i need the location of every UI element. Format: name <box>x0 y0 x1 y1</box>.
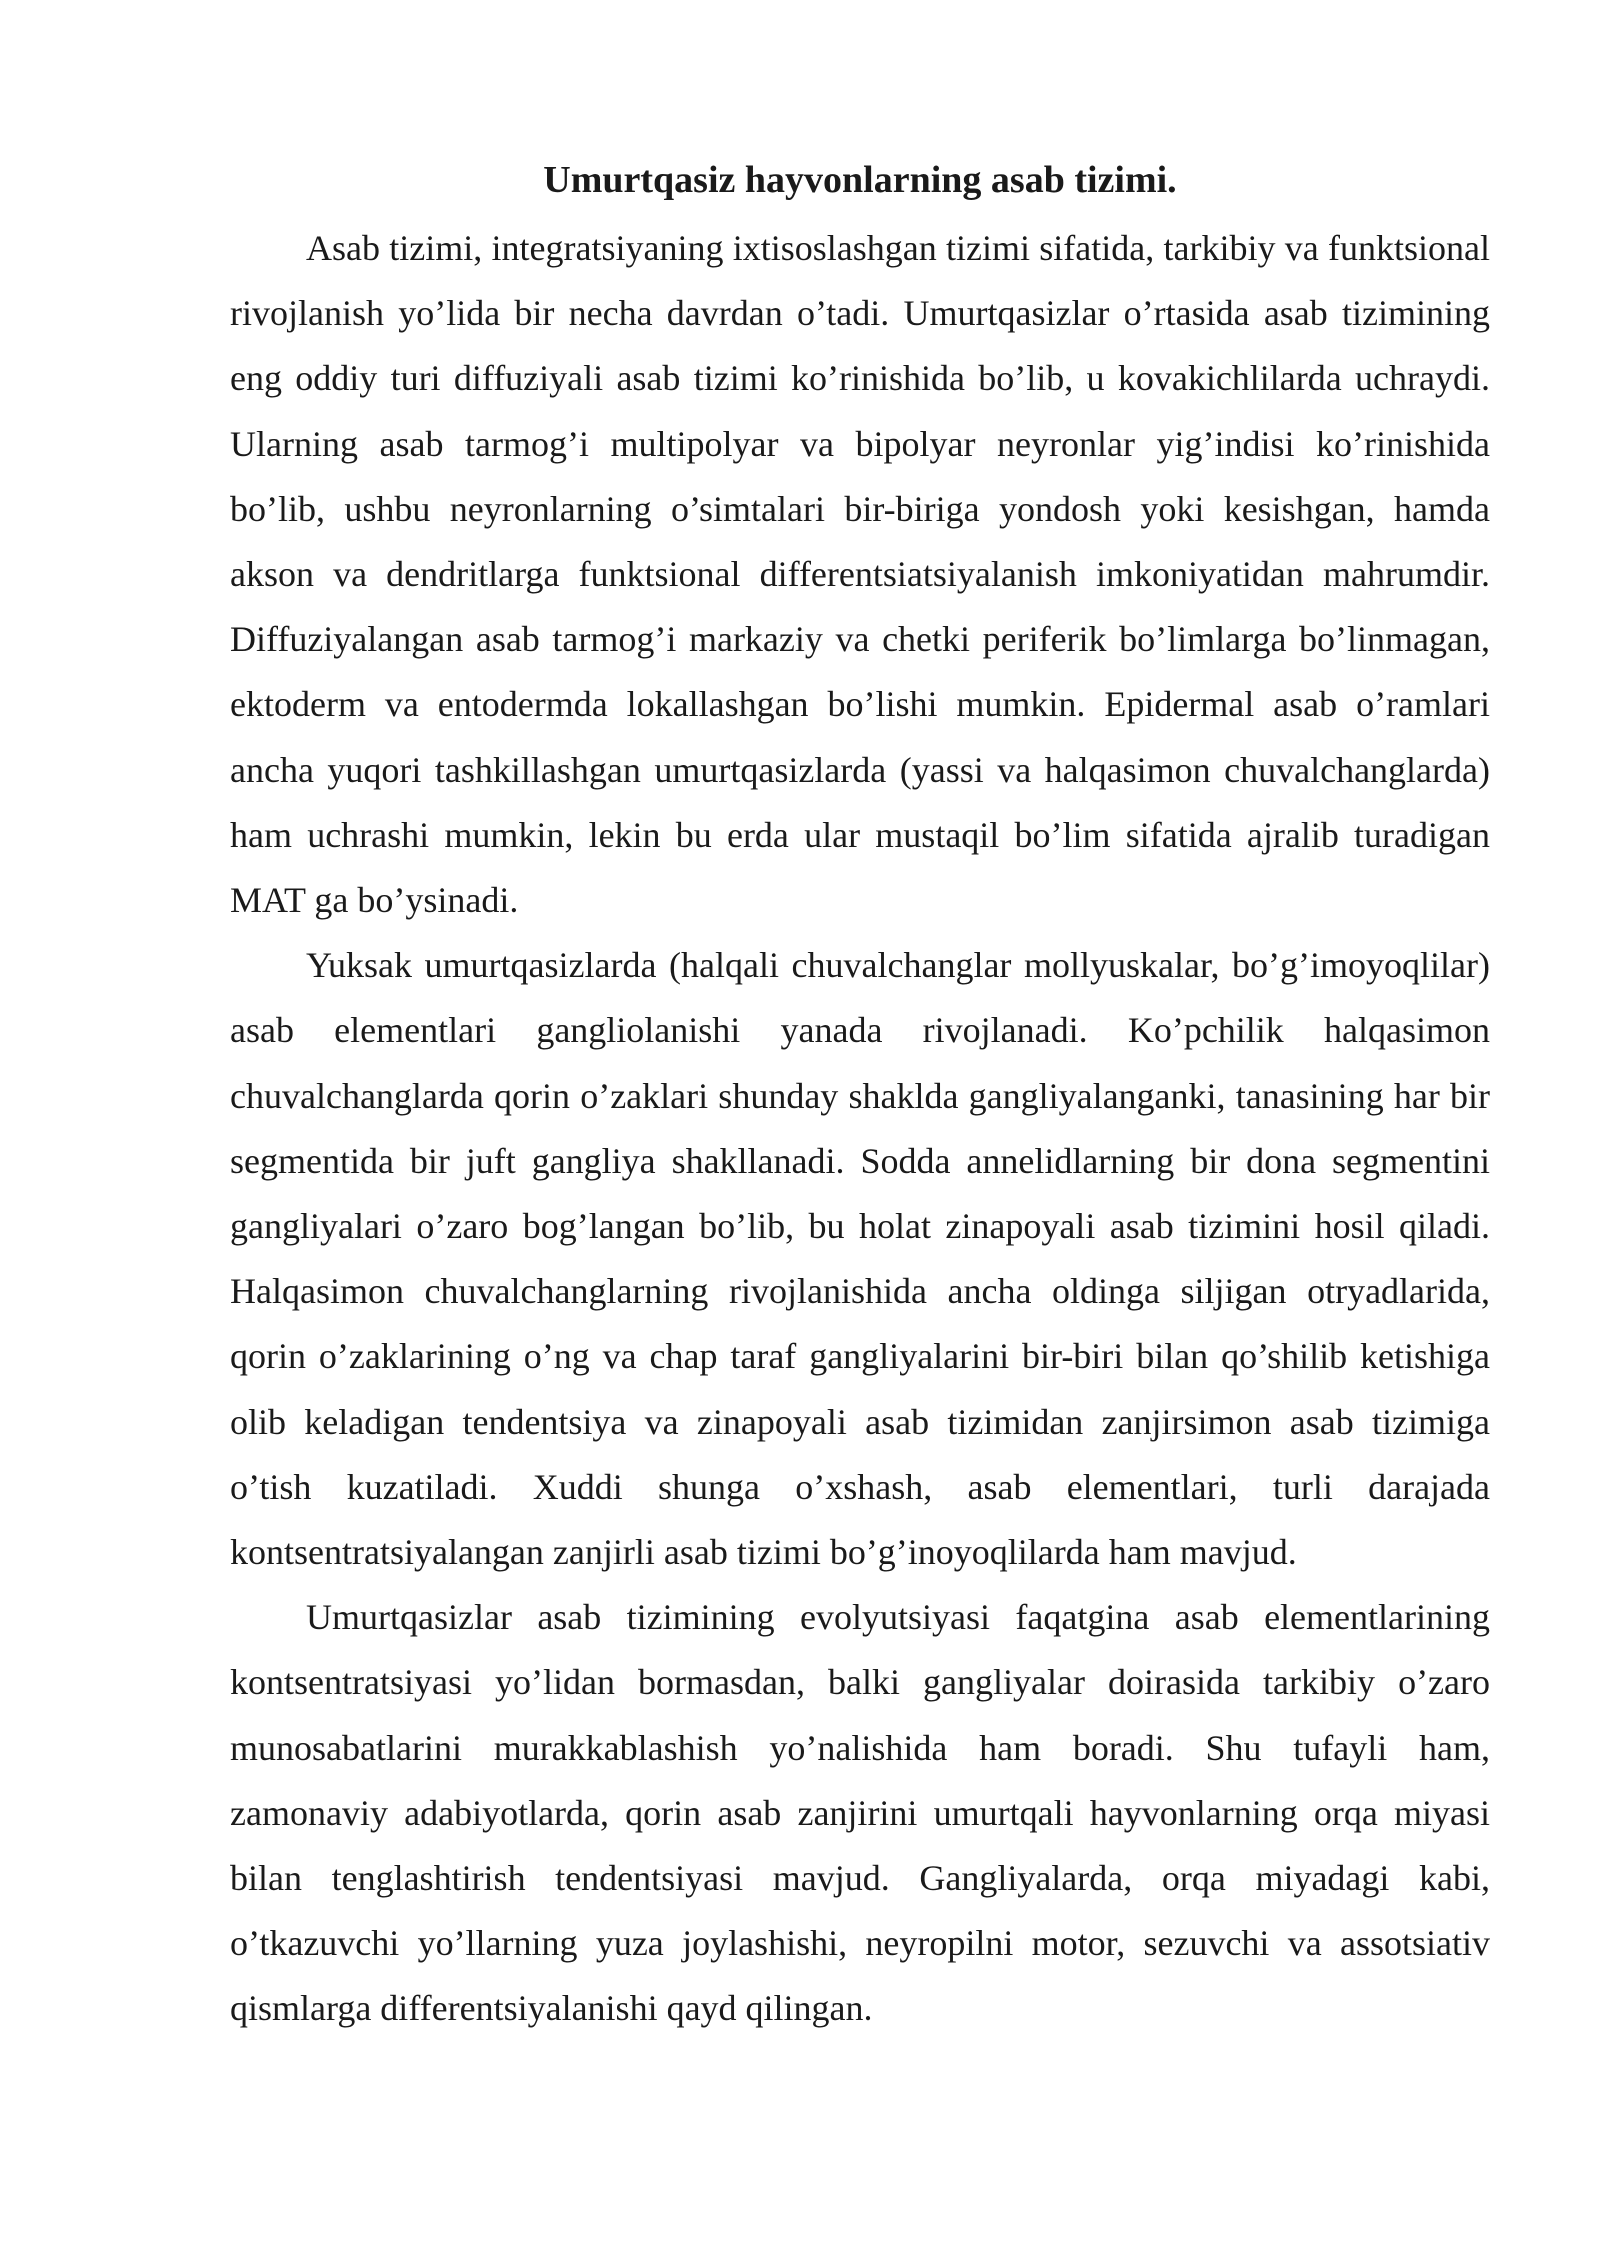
document-title: Umurtqasiz hayvonlarning asab tizimi. <box>543 159 1177 201</box>
paragraph-3: Umurtqasizlar asab tizimining evolyutsiyasi faqatgina asab elementlarining kontsentratsiyasi yo’lidan bormasdan, balki gangliyalar doirasida tarkibiy o’zaro munosabatlarini murakkablashish yo’nalishida ham boradi. Shu tufayli ham, zamonaviy adabiyotlarda, qorin asab zanjirini umurtqali hayvonlarning orqa miyasi bilan tenglashtirish tendentsiyasi mavjud. Gangliyalarda, orqa miyadagi kabi, o’tkazuvchi yo’llarning yuza joylashishi, neyropilni motor, sezuvchi va assotsiativ qismlarga differentsiyalanishi qayd qilingan. <box>230 1597 1490 2029</box>
paragraph-1: Asab tizimi, integratsiyaning ixtisoslashgan tizimi sifatida, tarkibiy va funktsional rivojlanish yo’lida bir necha davrdan o’tadi. Umurtqasizlar o’rtasida asab tizimining eng oddiy turi diffuziyali asab tizimi ko’rinishida bo’lib, u kovakichlilarda uchraydi. Ularning asab tarmog’i multipolyar va bipolyar neyronlar yig’indisi ko’rinishida bo’lib, ushbu neyronlarning o’simtalari bir-biriga yondosh yoki kesishgan, hamda akson va dendritlarga funktsional differentsiatsiyalanish imkoniyatidan mahrumdir. Diffuziyalangan asab tarmog’i markaziy va chetki periferik bo’limlarga bo’linmagan, ektoderm va entodermda lokallashgan bo’lishi mumkin. Epidermal asab o’ramlari ancha yuqori tashkillashgan umurtqasizlarda (yassi va halqasimon chuvalchanglarda) ham uchrashi mumkin, lekin bu erda ular mustaqil bo’lim sifatida ajralib turadigan MAT ga bo’ysinadi. <box>230 228 1490 921</box>
document-page <box>230 150 1490 2042</box>
paragraph-2: Yuksak umurtqasizlarda (halqali chuvalchanglar mollyuskalar, bo’g’imoyoqlilar) asab elementlari gangliolanishi yanada rivojlanadi. Ko’pchilik halqasimon chuvalchanglarda qorin o’zaklari shunday shaklda gangliyalanganki, tanasining har bir segmentida bir juft gangliya shakllanadi. Sodda annelidlarning bir dona segmentini gangliyalari o’zaro bog’langan bo’lib, bu holat zinapoyali asab tizimini hosil qiladi. Halqasimon chuvalchanglarning rivojlanishida ancha oldinga siljigan otryadlarida, qorin o’zaklarining o’ng va chap taraf gangliyalarini bir-biri bilan qo’shilib ketishiga olib keladigan tendentsiya va zinapoyali asab tizimidan zanjirsimon asab tizimiga o’tish kuzatiladi. Xuddi shunga o’xshash, asab elementlari, turli darajada kontsentratsiyalangan zanjirli asab tizimi bo’g’inoyoqlilarda ham mavjud. <box>230 945 1490 1573</box>
